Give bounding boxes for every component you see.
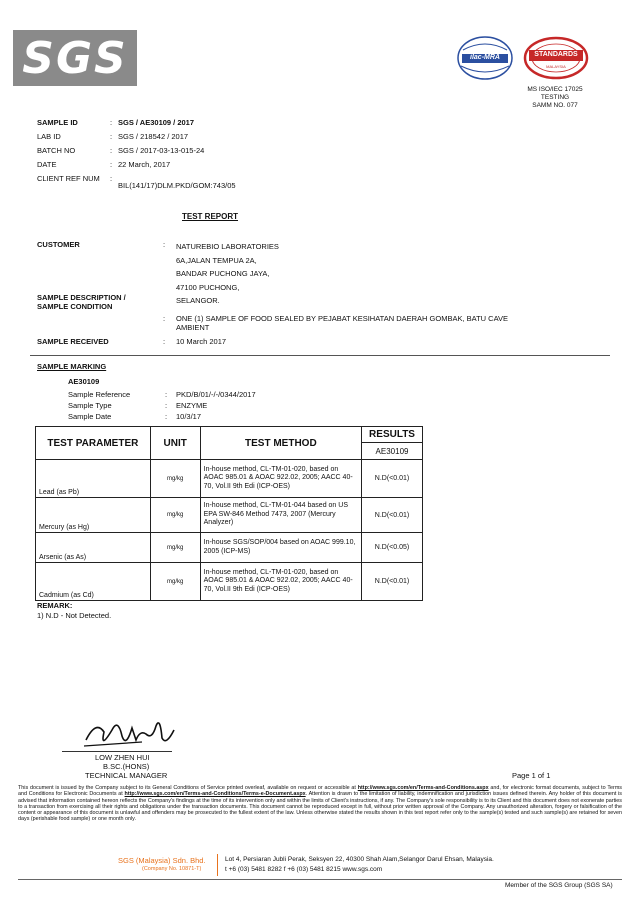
- address-line: NATUREBIO LABORATORIES: [176, 242, 279, 251]
- divider: [30, 355, 610, 356]
- address-line: SELANGOR.: [176, 296, 220, 305]
- info-label: CLIENT REF NUM: [37, 174, 100, 183]
- terms-link[interactable]: http://www.sgs.com/en/Terms-and-Conditions.aspx: [357, 785, 489, 791]
- header-method: TEST METHOD: [200, 427, 361, 460]
- unit-cell: mg/kg: [150, 498, 200, 533]
- sample-description: [176, 314, 576, 332]
- parameter-cell: Arsenic (as As): [36, 533, 151, 563]
- header-unit: UNIT: [150, 427, 200, 460]
- method-cell: In-house method, CL-TM-01-020, based on AOAC 985.01 & AOAC 922.02, 2005; AACC 40-70, Vol.II 9th Edi (ICP-OES): [200, 460, 361, 498]
- label-line: SAMPLE CONDITION: [37, 302, 113, 311]
- results-table: [35, 426, 423, 601]
- parameter-cell: Cadmium (as Cd): [36, 563, 151, 601]
- address-line: 47100 PUCHONG,: [176, 282, 240, 292]
- accreditation-line: TESTING: [540, 94, 570, 101]
- parameter-cell: Mercury (as Hg): [36, 498, 151, 533]
- table-row: [36, 563, 423, 601]
- result-cell: N.D(<0.05): [362, 533, 423, 563]
- client-ref: BIL(141/17)DLM.PKD/GOM:743/05: [118, 181, 236, 190]
- marking-label: Sample Reference: [68, 390, 131, 399]
- info-label: BATCH NO: [37, 146, 76, 155]
- disclaimer: [18, 785, 622, 823]
- sample-received-date: 10 March 2017: [176, 337, 227, 346]
- footer-contact: t +6 (03) 5481 8282 f +6 (03) 5481 8215 www.sgs.com: [225, 866, 383, 873]
- footer-separator: [217, 854, 218, 876]
- header-sample-id: AE30109: [362, 443, 423, 460]
- sample-received-label: SAMPLE RECEIVED: [37, 337, 109, 346]
- remark-title: REMARK:: [37, 601, 73, 610]
- signature-image: [82, 710, 182, 755]
- accreditation: [510, 86, 600, 110]
- unit-cell: mg/kg: [150, 460, 200, 498]
- standards-malaysia-logo: [523, 36, 589, 80]
- signatory-name: LOW ZHEN HUI: [95, 753, 150, 762]
- remark-text: 1) N.D - Not Detected.: [37, 611, 112, 620]
- signature-line: [62, 751, 172, 752]
- sample-marking-title: SAMPLE MARKING: [37, 362, 107, 371]
- page-number: Page 1 of 1: [512, 771, 551, 780]
- table-row: [36, 533, 423, 563]
- unit-cell: mg/kg: [150, 563, 200, 601]
- standards-sub: MALAYSIA: [546, 64, 566, 69]
- ilac-mra-label: ilac-MRA: [470, 54, 500, 61]
- customer-address: [176, 240, 279, 308]
- lab-id: SGS / 218542 / 2017: [118, 132, 189, 141]
- info-label: LAB ID: [37, 132, 61, 141]
- report-date: 22 March, 2017: [118, 160, 171, 169]
- footer-divider: [18, 879, 622, 880]
- condition-line: AMBIENT: [176, 323, 210, 332]
- footer-company-no: (Company No. 10871-T): [142, 866, 202, 872]
- signatory-qualification: B.SC.(HONS): [103, 762, 150, 771]
- standards-label: STANDARDS: [534, 51, 578, 58]
- sgs-logo: SGS: [13, 30, 137, 86]
- address-line: 6A,JALAN TEMPUA 2A,: [176, 255, 257, 265]
- sample-marking-id: AE30109: [68, 377, 100, 386]
- result-cell: N.D(<0.01): [362, 563, 423, 601]
- unit-cell: mg/kg: [150, 533, 200, 563]
- marking-value: 10/3/17: [176, 412, 202, 421]
- customer-label: CUSTOMER: [37, 240, 80, 249]
- parameter-cell: Lead (as Pb): [36, 460, 151, 498]
- disclaimer-text: . Attention is drawn to the limitation of liability, indemnification and jurisdiction issues defined therein. Any holder of this document is advised that information contained hereon reflects the Company's findings at the time of its intervention only and within the limits of Client's instructions, if any. The Company's sole responsibility is to its Client and this document does not exonerate parties to a transaction from exercising all their rights and obligations under the transaction documents. This document cannot be reproduced except in full, without prior written approval of the Company. Any unauthorized alteration, forgery or falsification of the content or appearance of this document is unlawful and offenders may be prosecuted to the fullest extent of the law. Unless otherwise stated the results shown in this test report refer only to the sample(s) tested and such sample(s) are retained for seven days (perishable food sample) or one month only.: [18, 791, 623, 823]
- result-cell: N.D(<0.01): [362, 460, 423, 498]
- label-line: SAMPLE DESCRIPTION /: [37, 293, 126, 302]
- signatory-title: TECHNICAL MANAGER: [85, 771, 168, 780]
- footer-member: Member of the SGS Group (SGS SA): [505, 882, 613, 889]
- method-cell: In-house method, CL-TM-01-020, based on AOAC 985.01 & AOAC 922.02, 2005; AACC 40-70, Vol.II 9th Edi (ICP-OES): [200, 563, 361, 601]
- footer-address: Lot 4, Persiaran Jubli Perak, Seksyen 22, 40300 Shah Alam,Selangor Darul Ehsan, Malaysia.: [225, 856, 494, 863]
- batch-no: SGS / 2017-03-13-015-24: [118, 146, 205, 155]
- e-document-terms-link[interactable]: http://www.sgs.com/en/Terms-and-Conditions/Terms-e-Document.aspx: [124, 791, 306, 798]
- footer-company: SGS (Malaysia) Sdn. Bhd.: [118, 856, 206, 865]
- accreditation-line: MS ISO/IEC 17025: [527, 86, 583, 93]
- info-label: SAMPLE ID: [37, 118, 78, 127]
- table-row: [36, 460, 423, 498]
- info-label: DATE: [37, 160, 57, 169]
- report-title: TEST REPORT: [182, 212, 239, 221]
- header-parameter: TEST PARAMETER: [36, 427, 151, 460]
- result-cell: N.D(<0.01): [362, 498, 423, 533]
- marking-value: PKD/B/01/-/-/0344/2017: [176, 390, 256, 399]
- marking-label: Sample Type: [68, 401, 112, 410]
- address-line: BANDAR PUCHONG JAYA,: [176, 269, 270, 278]
- method-cell: In-house SGS/SOP/004 based on AOAC 999.10, 2005 (ICP-MS): [200, 533, 361, 563]
- method-cell: In-house method, CL-TM-01-044 based on US EPA SW-846 Method 7473, 2007 (Mercury Analyzer): [200, 498, 361, 533]
- accreditation-line: SAMM NO. 077: [532, 102, 578, 109]
- header-results: RESULTS: [362, 427, 423, 443]
- disclaimer-text: This document is issued by the Company subject to its General Conditions of Service printed overleaf, available on request or accessible at: [18, 785, 356, 791]
- disclaimer-text: and, for electronic format documents, subject to Terms and Conditions for Electronic Documents at: [18, 785, 622, 798]
- marking-value: ENZYME: [176, 401, 208, 410]
- description-line: ONE (1) SAMPLE OF FOOD SEALED BY PEJABAT KESIHATAN DAERAH GOMBAK, BATU CAVE: [176, 314, 509, 323]
- table-row: [36, 498, 423, 533]
- marking-label: Sample Date: [68, 412, 112, 421]
- sample-description-label: [37, 293, 126, 311]
- sample-id: SGS / AE30109 / 2017: [118, 118, 195, 127]
